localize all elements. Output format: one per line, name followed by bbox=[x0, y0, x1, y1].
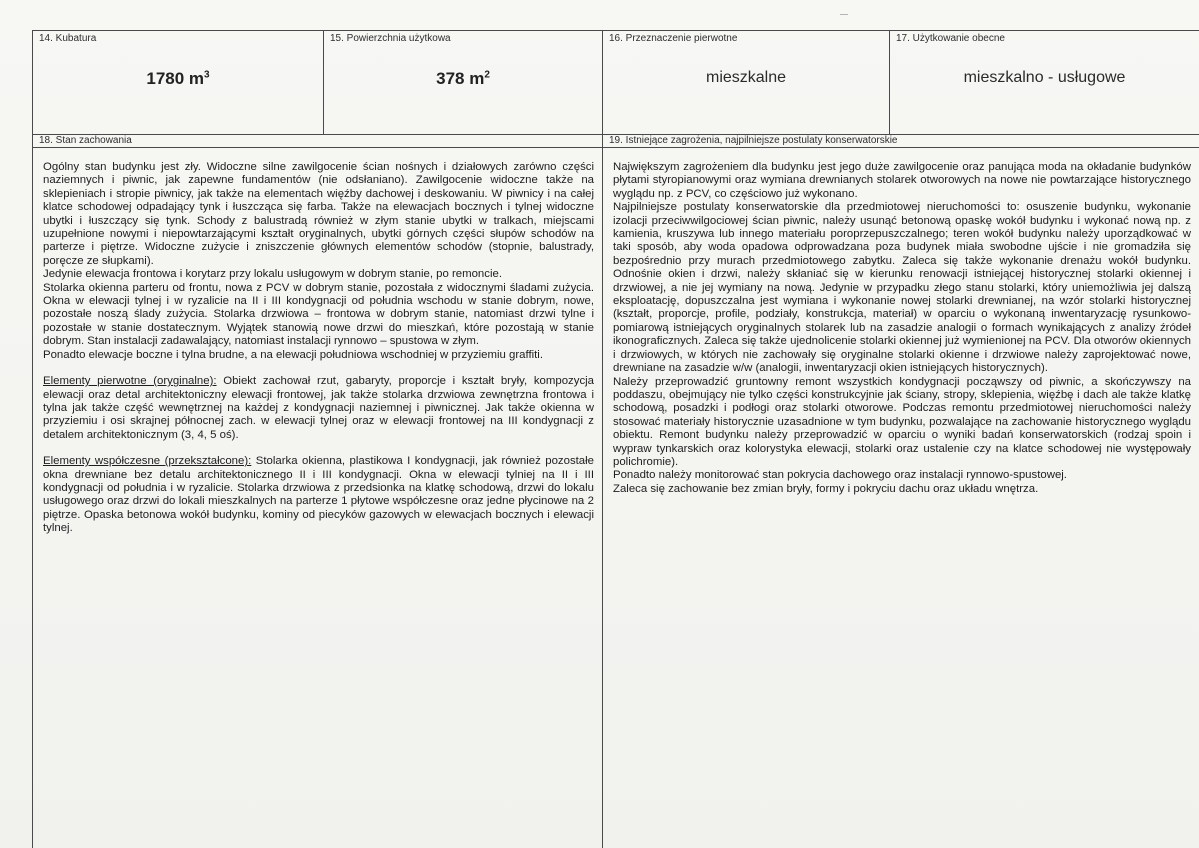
paragraph: Należy przeprowadzić gruntowny remont wszystkich kondygnacji począwszy od piwnic, a skończywszy na poddaszu, obejmujący nie tylko części konstrukcyjnie jak ściany, stropy, sklepienia, więźbę i dach ale także klatkę schodową, posadzki i podłogi oraz stolarki otworowe. Podczas remontu przedmiotowej nieruchomości należy stosować materiały historycznie uzasadnione w tym budynku, pozwalające na zachowanie historycznego wyglądu obiektu. Remont budynku należy przeprowadzić w oparciu o wyniki badań konserwatorskich (rodzaj spoin i wypraw tynkarskich oraz kolorystyka elewacji, stolarki oraz ustalenie czy na klatce schodowej nie występowały polichromie). bbox=[613, 375, 1191, 468]
paragraph: Ponadto należy monitorować stan pokrycia dachowego oraz instalacji rynnowo-spustowej. bbox=[613, 469, 1067, 482]
field-value: mieszkalne bbox=[705, 69, 787, 86]
section-label: 18. Stan zachowania bbox=[39, 135, 132, 146]
paragraph: Elementy współczesne (przekształcone): Stolarka okienna, plastikowa I kondygnacji, jak również pozostałe okna drewniane bez detalu architektonicznego II i III kondygnacji. Okna w elewacji tylniej na II i III kondygnacji od południa i w ryzalicie. Stolarka drzwiowa z przedsionka na klatkę schodową, drzwi do lokalu usługowego oraz drzwi do lokali mieszkalnych na parterze 1 płytowe współczesne oraz jedne płycinowe na 2 piętrze. Opaska betonowa wokół budynku, kominy od piecyków gazowych w elewacjach bocznych i elewacji tylnej. bbox=[43, 455, 594, 535]
section-label: 19. Istniejące zagrożenia, najpilniejsze postulaty konserwatorskie bbox=[609, 135, 898, 146]
section-zagrozenia bbox=[602, 133, 1199, 848]
paragraph: Elementy pierwotne (oryginalne): Obiekt zachował rzut, gabaryty, proporcje i kształt bryły, kompozycja elewacji oraz detal architektoniczny elewacji frontowej, jak także stolarka drzwiowa zewnętrzna frontowa i tylna jak także część wewnętrznej na każdej z kondygnacji naziemnej i piwnicznej. Jak także okienna w przyziemiu i osi skrajnej północnej zach. w elewacji tylnej oraz w elewacji frontowej na III kondygnacji z detalem architektonicznym (3, 4, 5 oś). bbox=[43, 375, 595, 441]
field-label: 15. Powierzchnia użytkowa bbox=[330, 33, 451, 44]
paragraph-heading: Elementy współczesne (przekształcone): bbox=[43, 455, 252, 468]
field-value: mieszkalno - usługowe bbox=[963, 69, 1126, 86]
paragraph: Ogólny stan budynku jest zły. Widoczne silne zawilgocenie ścian nośnych i działowych zarówno części naziemnych i piwnic, jak zapewne fundamentów (nie odsłaniano). Zawilgocenie widoczne także na sklepieniach i stropie piwnicy, jak także na elementach więźby dachowej i deskowaniu. W piwnicy i na całej klatce schodowej odpadający tynk i łuszcząca się farba. Także na elewacjach bocznych i tylnej widoczne ubytki i łuszczący się tynk. Schody z balustradą również w złym stanie ubytki w tralkach, miejscami uzupełnione nowymi i niepowtarzającymi kształt oryginalnych, ubytki górnych części słupów schodów na parterze i piętrze. Widoczne zużycie i zniszczenie głównych elementów schodów (stopnie, balustrady, poręcze ze słupkami). bbox=[43, 161, 594, 267]
field-label: 14. Kubatura bbox=[39, 33, 97, 44]
field-value: 1780 $m^3$ bbox=[146, 69, 210, 88]
section-body bbox=[613, 161, 1191, 496]
paragraph: Najpilniejsze postulaty konserwatorskie dla przedmiotowej nieruchomości to: osuszenie budynku, wykonanie izolacji przeciwwilgociowej ścian piwnic, należy usunąć betonową opaskę wokół budynku i wykonać nową np. z kamienia, kruszywa lub innego materiału poroprzepuszczalnego; teren wokół budynku należy uporządkować w taki sposób, aby woda opadowa odprowadzana poza budynek miała swobodne ujście i nie gromadziła się bezpośrednio przy murach przedmiotowego zabytku. Zaleca się także wykonanie drenażu wokół budynku. Odnośnie okien i drzwi, należy skłaniać się w kierunku renowacji istniejącej historycznej stolarki okiennej i drzwiowej, a nie jej wymiany na nową. Jedynie w przypadku złego stanu stolarki, który uniemożliwia jej dalszą eksploatację, dopuszczalna jest wymiana i wykonanie nowej stolarki drewnianej, na wzór stolarki historycznej (kształt, proporcje, profile, podziały, konstrukcja, materiał) w oparciu o wykonaną inwentaryzację rysunkowo-pomiarową istniejących oryginalnych stolarek lub na zasadzie analogii o formach wynikających z analizy źródeł ikonograficznych. Zaleca się także ujednolicenie stolarki okiennej już wymienionej na PCV. Dla otworów okiennych i drzwiowych, w których nie zachowały się oryginalne stolarki okienne i drzwiowe należy zaprojektować nowe, drewniane na zasadzie w/w (analogii, inwentaryzacji okien istniejących historycznych). bbox=[613, 201, 1191, 375]
field-powierzchnia bbox=[323, 31, 602, 134]
paragraph: Zaleca się zachowanie bez zmian bryły, formy i pokryciu dachu oraz układu wnętrza. bbox=[613, 482, 1039, 495]
field-przeznaczenie bbox=[602, 31, 889, 134]
field-label: 17. Użytkowanie obecne bbox=[896, 33, 1005, 44]
paragraph: Ponadto elewacje boczne i tylna brudne, a na elewacji południowa wschodniej w przyziemiu graffiti. bbox=[43, 348, 543, 361]
paragraph: Jedynie elewacja frontowa i korytarz przy lokalu usługowym w dobrym stanie, po remoncie. bbox=[43, 268, 502, 281]
field-label: 16. Przeznaczenie pierwotne bbox=[609, 33, 738, 44]
scan-mark bbox=[840, 14, 848, 15]
divider bbox=[603, 147, 1199, 148]
field-kubatura bbox=[32, 31, 323, 134]
paragraph-heading: Elementy pierwotne (oryginalne): bbox=[43, 375, 217, 388]
paragraph: Stolarka okienna parteru od frontu, nowa z PCV w dobrym stanie, pozostała z widocznymi śladami zużycia. Okna w elewacji tylnej i w ryzalicie na II i III kondygnacji od południa wschodu w stanie dobrym, nowe, pozostałe noszą ślady zużycia. Stolarka drzwiowa – frontowa w dobrym stanie, natomiast drzwi tylne i pozostałe w stanie dostatecznym. Wyjątek stanowią nowe drzwi do mieszkań, które pozostają w stanie dobrym. Stan instalacji zadawalający, natomiast instalacji rynnowo – spustowa w złym. bbox=[43, 281, 594, 348]
field-uzytkowanie bbox=[889, 31, 1199, 134]
header-fields-row bbox=[32, 30, 1199, 135]
sections-row bbox=[32, 133, 1199, 848]
section-body bbox=[43, 161, 594, 536]
field-value: 378 $m^2$ bbox=[436, 69, 490, 88]
paragraph: Największym zagrożeniem dla budynku jest jego duże zawilgocenie oraz panująca moda na okładanie budynków płytami styropianowymi oraz wymiana drewnianych stolarek otworowych na nowe nie powtarzające historycznego wyglądu np. z PCV, co częściowo już wykonano. bbox=[613, 161, 1191, 200]
divider bbox=[33, 147, 602, 148]
section-stan-zachowania bbox=[32, 133, 602, 848]
